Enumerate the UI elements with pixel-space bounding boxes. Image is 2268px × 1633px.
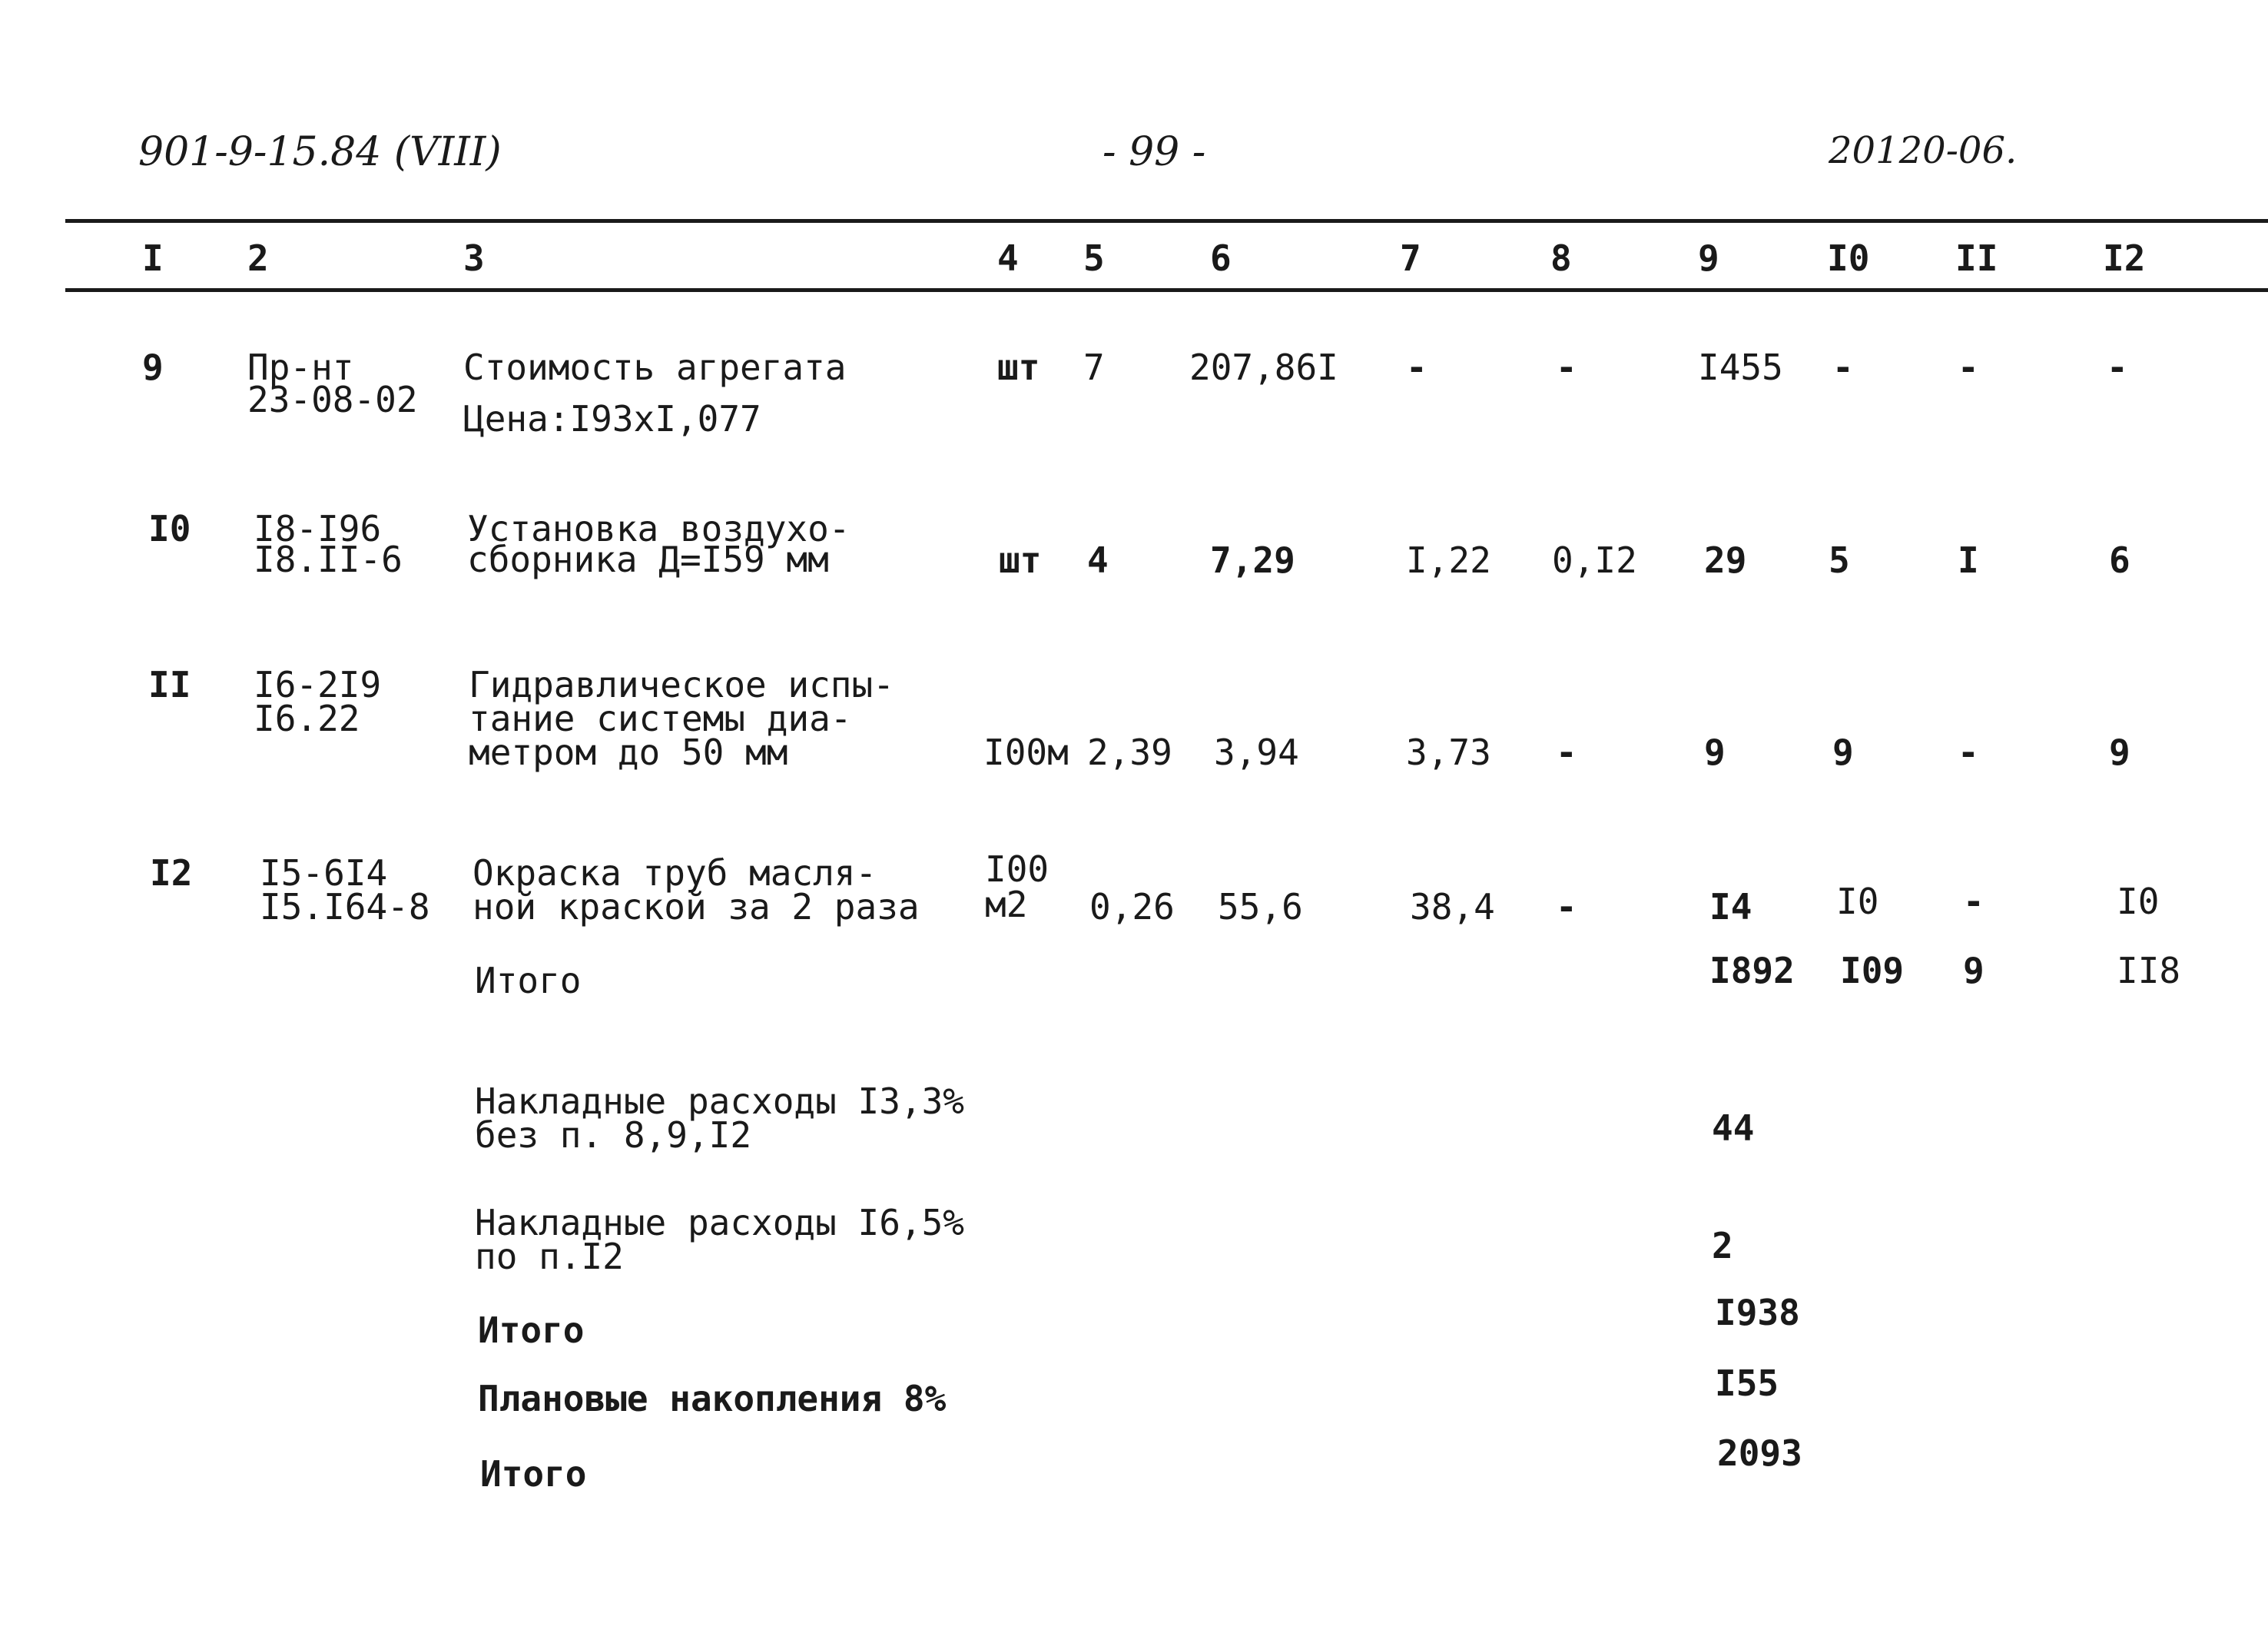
total-col10: I09 [1840, 950, 1905, 991]
summary-label: Итого [478, 1309, 585, 1351]
unit: шт [999, 539, 1042, 581]
summary-value: 2 [1712, 1225, 1733, 1266]
col-header-3: 3 [463, 237, 485, 279]
row-number: I0 [148, 508, 191, 549]
summary-label: Плановые накопления 8% [478, 1378, 947, 1419]
summary-label: по п.I2 [475, 1236, 624, 1277]
row-number: I2 [150, 852, 193, 894]
cell-col12: - [2107, 347, 2128, 388]
header-bottom-rule [65, 288, 2268, 292]
unit: шт [997, 347, 1040, 388]
cell-col8: - [1556, 347, 1577, 388]
cell-col9: 29 [1704, 539, 1747, 581]
cell-col10: 9 [1832, 732, 1854, 773]
col-header-9: 9 [1698, 237, 1719, 279]
summary-value: I938 [1715, 1292, 1800, 1333]
cell-col12: I0 [2117, 881, 2160, 922]
total-col11: 9 [1963, 950, 1984, 991]
cell-col10: - [1832, 347, 1854, 388]
col-header-10: I0 [1827, 237, 1870, 279]
rate-code: I5-6I4 [260, 852, 388, 894]
summary-label: без п. 8,9,I2 [475, 1114, 752, 1156]
work-description: сборника Д=I59 мм [467, 539, 829, 580]
rate-code: Пр-нт [247, 347, 354, 388]
col-header-4: 4 [997, 237, 1019, 279]
cell-col11: - [1958, 732, 1979, 773]
work-description: метром до 50 мм [469, 732, 788, 773]
work-description: тание системы диа- [469, 698, 852, 739]
quantity: 4 [1087, 539, 1109, 581]
cell-col11: - [1958, 347, 1979, 388]
col-header-12: I2 [2103, 237, 2146, 279]
summary-value: 2093 [1717, 1432, 1802, 1474]
cell-col8: - [1556, 732, 1577, 773]
cell-col9: I455 [1698, 347, 1783, 388]
quantity: 7 [1083, 347, 1105, 388]
cell-col11: I [1958, 539, 1979, 581]
work-description: Цена:I93xI,077 [463, 398, 761, 440]
cell-col6: 3,94 [1214, 732, 1299, 773]
cell-col6: 7,29 [1210, 539, 1295, 581]
col-header-7: 7 [1400, 237, 1421, 279]
total-col12: II8 [2117, 950, 2181, 991]
cell-col7: 3,73 [1406, 732, 1491, 773]
sheet-number: 20120-06. [1829, 129, 2018, 172]
col-header-1: I [142, 237, 164, 279]
cell-col12: 6 [2109, 539, 2130, 581]
unit: м2 [985, 884, 1028, 925]
work-description: Стоимость агрегата [463, 347, 847, 388]
rate-code: I8.II-6 [254, 539, 403, 580]
col-header-5: 5 [1083, 237, 1105, 279]
total-col9: I892 [1709, 950, 1795, 991]
cell-col8: - [1556, 886, 1577, 928]
col-header-8: 8 [1550, 237, 1572, 279]
rate-code: I6-2I9 [254, 664, 382, 705]
cell-col10: I0 [1836, 881, 1879, 922]
row-number: 9 [142, 347, 164, 388]
cell-col8: 0,I2 [1552, 539, 1637, 581]
summary-label: Итого [480, 1453, 587, 1495]
cell-col7: I,22 [1406, 539, 1491, 581]
summary-label: Накладные расходы I6,5% [475, 1202, 964, 1243]
unit: I00 [985, 848, 1049, 890]
cell-col9: 9 [1704, 732, 1726, 773]
rate-code: I8-I96 [254, 508, 382, 549]
rate-code: 23-08-02 [247, 379, 418, 420]
quantity: 0,26 [1089, 886, 1175, 928]
cell-col6: 207,86I [1189, 347, 1338, 388]
col-header-11: II [1955, 237, 1998, 279]
summary-label: Накладные расходы I3,3% [475, 1080, 964, 1122]
work-description: Установка воздухо- [467, 508, 850, 549]
row-number: II [148, 664, 191, 705]
summary-value: 44 [1712, 1107, 1755, 1149]
col-header-6: 6 [1210, 237, 1232, 279]
cell-col11: - [1963, 881, 1984, 922]
cell-col12: 9 [2109, 732, 2130, 773]
page-number: - 99 - [1102, 129, 1206, 175]
cell-col6: 55,6 [1218, 886, 1303, 928]
col-header-2: 2 [247, 237, 269, 279]
summary-value: I55 [1715, 1362, 1779, 1404]
cell-col7: - [1406, 347, 1427, 388]
work-description: Окраска труб масля- [472, 852, 877, 894]
work-description: Гидравлическое испы- [469, 664, 894, 705]
rate-code: I6.22 [254, 698, 360, 739]
document-code: 901-9-15.84 (VIII) [138, 129, 502, 175]
header-top-rule [65, 219, 2268, 223]
total-label: Итого [475, 960, 582, 1001]
unit: I00м [983, 732, 1069, 773]
quantity: 2,39 [1087, 732, 1172, 773]
cell-col9: I4 [1709, 886, 1752, 928]
rate-code: I5.I64-8 [260, 886, 430, 928]
cell-col10: 5 [1829, 539, 1850, 581]
cell-col7: 38,4 [1410, 886, 1495, 928]
work-description: ной краской за 2 раза [472, 886, 920, 928]
